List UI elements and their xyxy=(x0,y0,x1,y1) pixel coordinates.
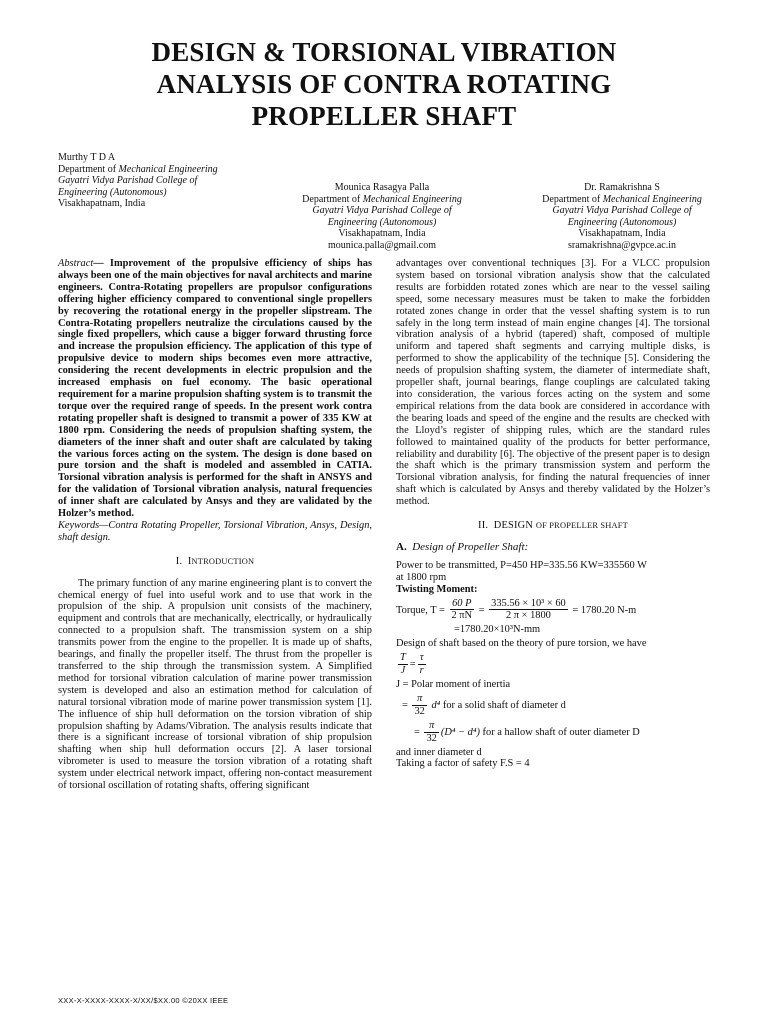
fraction: $\frac{60 P}{2 \pi N}$ xyxy=(451,597,473,622)
author-dept: Department of Mechanical Engineering xyxy=(542,193,702,205)
left-column xyxy=(58,258,372,792)
author-name: Mounica Rasagya Palla xyxy=(334,182,430,193)
author-city: Visakhapatnam, India xyxy=(578,228,666,239)
paper-title-line: DESIGN & TORSIONAL VIBRATION xyxy=(151,37,617,67)
author-dept: Department of Mechanical Engineering xyxy=(58,163,218,175)
author-block-1 xyxy=(58,152,218,210)
abstract xyxy=(58,258,372,520)
copyright-footer: XXX-X-XXXX-XXXX-X/XX/$XX.00 ©20XX IEEE xyxy=(58,996,229,1005)
fraction: $\frac{\text{335.56 × 10³ × 60}}{2 \pi \times 1800}$ xyxy=(491,597,566,622)
paper-title-line: ANALYSIS OF CONTRA ROTATING xyxy=(156,69,612,99)
hollow-shaft-equation: = $\frac{\pi}{32}$ (D⁴ − d⁴) for a hallow shaft of outer diameter D xyxy=(414,719,640,744)
fraction: $\frac{\tau}{r}$ xyxy=(419,652,424,677)
fraction: $\frac{\pi}{32}$ xyxy=(426,719,437,744)
abstract-label: Abstract xyxy=(58,258,94,269)
paper-title xyxy=(0,36,768,132)
power-line: Power to be transmitted, P=450 HP=335.56 KW=335560 W xyxy=(396,559,647,571)
author-email[interactable]: sramakrishna@gvpce.ac.in xyxy=(567,239,677,251)
introduction-continued-paragraph: advantages over conventional techniques [3]. For a VLCC propulsion system based on torsional vibration analysis show that the calculated results are forbidden rotated zones which are near to the vessel sailing speed, some necessary measures must be taken to make the forbidden rotated zones change in order that the vessel shafting system is to run safely in the long term instead of main engine changes [4]. The torsional vibration analysis of a hybrid (tapered) shaft, composed of multiple uniform and tapered shaft segments and carrying multiple disks, is performed to show the applicability of the technique [5]. Considering the needs of propulsion shafting system, the diameter of intermediate shaft, propeller shaft, journal bearings, flange couplings are calculated taking into consideration, the various forces acting on the system and some empirical relations from the data book are considered in accordance with the bearing loads and speed of the engine and the results are checked with the Lloyd’s register of shipping rules, which are the standard rules followed to maintained quality of the products for better performance, reliability and durability [6]. The objective of the present paper is to design the shaft which is the primary transmission system and perform the Torsional vibration analysis, for finding the natural frequencies of inner shaft which is calculated by Ansys and thereby validated by the Holzer’s method. xyxy=(396,258,710,508)
factor-of-safety-line: Taking a factor of safety F.S = 4 xyxy=(396,758,530,770)
author-dept: Department of Mechanical Engineering xyxy=(302,193,462,205)
paper-title-line: PROPELLER SHAFT xyxy=(251,101,517,131)
section-heading-design: II. DESIGN OF PROPELLER SHAFT xyxy=(478,520,628,532)
author-name: Dr. Ramakrishna S xyxy=(584,182,660,193)
author-email[interactable]: mounica.palla@gmail.com xyxy=(327,239,437,251)
fraction: $\frac{\pi}{32}$ xyxy=(414,692,425,717)
polar-moment-definition: J = Polar moment of inertia xyxy=(396,679,511,690)
torque-equation: Torque, T = $\frac{60 P}{2 \pi N}$ = $\frac{\text{335.56 × 10³ × 60}}{2 \pi \times 1800}$ = 1780.20 N-m xyxy=(396,597,637,622)
subsection-heading: A. Design of Propeller Shaft: xyxy=(396,540,529,553)
inner-diameter-line: and inner diameter d xyxy=(396,746,482,758)
torque-result: =1780.20×10³N-mm xyxy=(454,624,541,636)
right-column xyxy=(396,258,710,770)
fraction: $\frac{T}{J}$ xyxy=(400,652,406,677)
author-college: Gayatri Vidya Parishad College of xyxy=(312,205,452,216)
author-college: Engineering (Autonomous) xyxy=(58,186,167,198)
author-city: Visakhapatnam, India xyxy=(58,198,146,209)
theory-line: Design of shaft based on the theory of pure torsion, we have xyxy=(396,638,647,650)
author-college: Engineering (Autonomous) xyxy=(327,216,437,228)
introduction-paragraph: The primary function of any marine engineering plant is to convert the chemical energy of fuel into useful work and to use that work in the propulsion of the ship. A propulsion unit consists of the machinery, equipment and controls that are mechanically, electrically, or hydraulically connected to a propulsion shaft. The transmission system on a ship transmits power from the engine to the propeller. It is made up of shafts, bearings, and finally the propeller itself. The thrust from the propeller is transferred to the ship through the transmission system. A Simplified method for torsional vibration calculation of marine power transmission system is developed and also an estimation method for calculation of natural torsional vibration mode of marine power transmission system [1]. The influence of ship hull deformation on the torsion vibration of ship propulsion shafting by Adams/Vibration. The analysis results indicate that there is a significant increase of torsional vibration of ship propulsion shafting when ship hull deformation occurs [2]. A laser torsional vibrometer is used to measure the torsion vibration of a rotating shaft system under electrical network impact, offering non-contact measurement of torsional oscillation of rotating shafts, offering significant xyxy=(58,577,372,792)
author-block-2 xyxy=(282,182,482,251)
author-name: Murthy T D A xyxy=(58,152,116,163)
solid-shaft-equation: = $\frac{\pi}{32}$ d⁴ for a solid shaft of diameter d xyxy=(402,692,566,717)
twisting-moment-label: Twisting Moment: xyxy=(396,583,478,595)
author-college: Gayatri Vidya Parishad College of xyxy=(58,175,198,186)
author-college: Gayatri Vidya Parishad College of xyxy=(552,205,692,216)
keywords: Keywords—Contra Rotating Propeller, Torsional Vibration, Ansys, Design, shaft design. xyxy=(58,519,372,543)
section-heading-introduction: I. INTRODUCTION xyxy=(175,555,255,567)
author-college: Engineering (Autonomous) xyxy=(567,216,677,228)
power-line: at 1800 rpm xyxy=(396,571,447,583)
author-city: Visakhapatnam, India xyxy=(338,228,426,239)
torsion-equation: $\frac{T}{J}$ = $\frac{\tau}{r}$ xyxy=(400,652,424,677)
author-block-3 xyxy=(522,182,722,251)
abstract-text: — Improvement of the propulsive efficiency of ships has always been one of the main objectives for naval architects and marine engineers. Contra-Rotating propellers are propulsor configurations offering higher efficiency compared to conventional single propellers by recovering the rotational energy in the propeller slipstream. The Contra-Rotating propellers neutralize the circulations caused by the single fixed propellers, which cause a bigger forward thrusting force and increase the propulsion efficiency. The application of this type of propulsive device to modern ships becomes even more attractive, considering the recent developments in electric propulsion and the increased emphasis on fuel economy. The basic operational requirement for a marine propulsion shafting system is to transmit the torque over the required range of speeds. In the present work contra rotating propeller shaft is designed to transmit a power of 335 KW at 1800 rpm. Considering the needs of propulsion shafting system, the diameters of the inner shaft and outer shaft are calculated by taking the various forces acting on the system. The design is done based on pure torsion and the shaft is modeled and assembled in CATIA. Torsional vibration analysis is performed for the shaft in ANSYS and for the validation of Torsional vibration analysis, natural frequencies of inner shaft are calculated by Ansys and they are validated by the Holzer’s method. xyxy=(58,258,372,520)
